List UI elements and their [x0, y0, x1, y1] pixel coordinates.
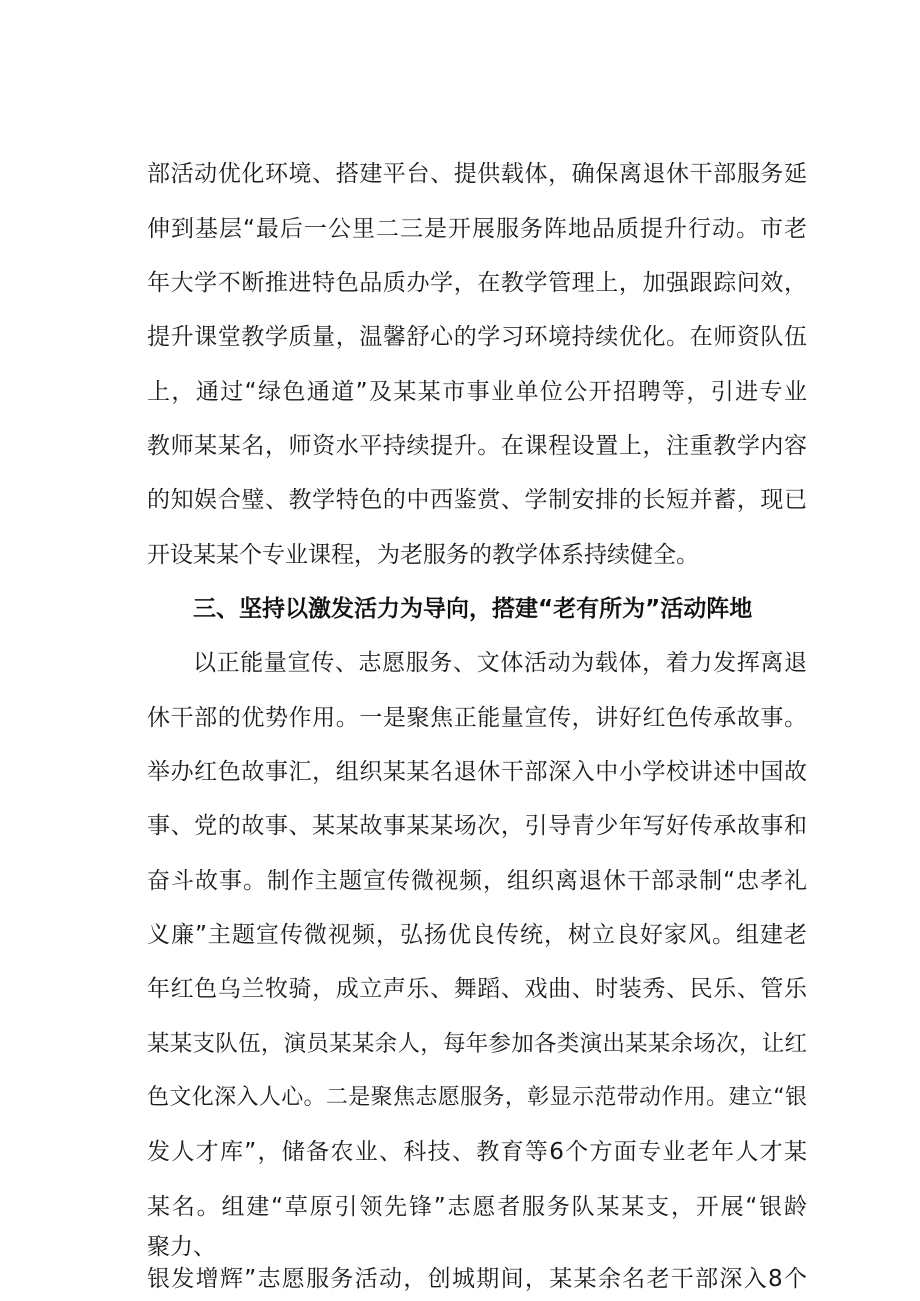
paragraph-line: 银发增辉”志愿服务活动，创城期间，某某余名老干部深入8个 [147, 1266, 807, 1292]
paragraph-line: 的知娱合璧、教学特色的中西鉴赏、学制安排的长短并蓄，现已 [147, 487, 807, 513]
paragraph-line: 事、党的故事、某某故事某某场次，引导青少年写好传承故事和 [147, 813, 807, 839]
paragraph-line: 教师某某名，师资水平持续提升。在课程设置上，注重教学内容 [147, 433, 807, 459]
paragraph-line: 年红色乌兰牧骑，成立声乐、舞蹈、戏曲、时装秀、民乐、管乐 [147, 976, 807, 1002]
paragraph-line: 聚力、 [147, 1234, 216, 1260]
paragraph-first-line: 以正能量宣传、志愿服务、文体活动为载体，着力发挥离退 [193, 650, 807, 676]
paragraph-line: 色文化深入人心。二是聚焦志愿服务，彰显示范带动作用。建立“银 [147, 1085, 807, 1110]
paragraph-line: 休干部的优势作用。一是聚焦正能量宣传，讲好红色传承故事。 [147, 705, 807, 731]
paragraph-line: 某某支队伍，演员某某余人，每年参加各类演出某某余场次，让红 [147, 1031, 807, 1057]
paragraph-line: 提升课堂教学质量，温馨舒心的学习环境持续优化。在师资队伍 [147, 324, 807, 350]
paragraph-line: 开设某某个专业课程，为老服务的教学体系持续健全。 [147, 542, 699, 568]
paragraph-line: 某名。组建“草原引领先锋”志愿者服务队某某支，开展“银龄 [147, 1194, 807, 1220]
paragraph-line: 年大学不断推进特色品质办学，在教学管理上，加强跟踪问效， [147, 270, 807, 296]
paragraph-line: 部活动优化环境、搭建平台、提供载体，确保离退休干部服务延 [147, 161, 807, 187]
section-heading: 三、坚持以激发活力为导向，搭建“老有所为”活动阵地 [193, 596, 753, 622]
paragraph-line: 发人才库”，储备农业、科技、教育等6个方面专业老年人才某 [147, 1139, 807, 1165]
paragraph-line: 举办红色故事汇，组织某某名退休干部深入中小学校讲述中国故 [147, 759, 807, 785]
paragraph-line: 奋斗故事。制作主题宣传微视频，组织离退休干部录制“忠孝礼 [147, 868, 807, 894]
paragraph-line: 义廉”主题宣传微视频，弘扬优良传统，树立良好家风。组建老 [147, 922, 807, 948]
paragraph-line: 上，通过“绿色通道”及某某市事业单位公开招聘等，引进专业 [147, 379, 807, 405]
paragraph-line: 伸到基层“最后一公里二三是开展服务阵地品质提升行动。市老 [147, 216, 807, 242]
